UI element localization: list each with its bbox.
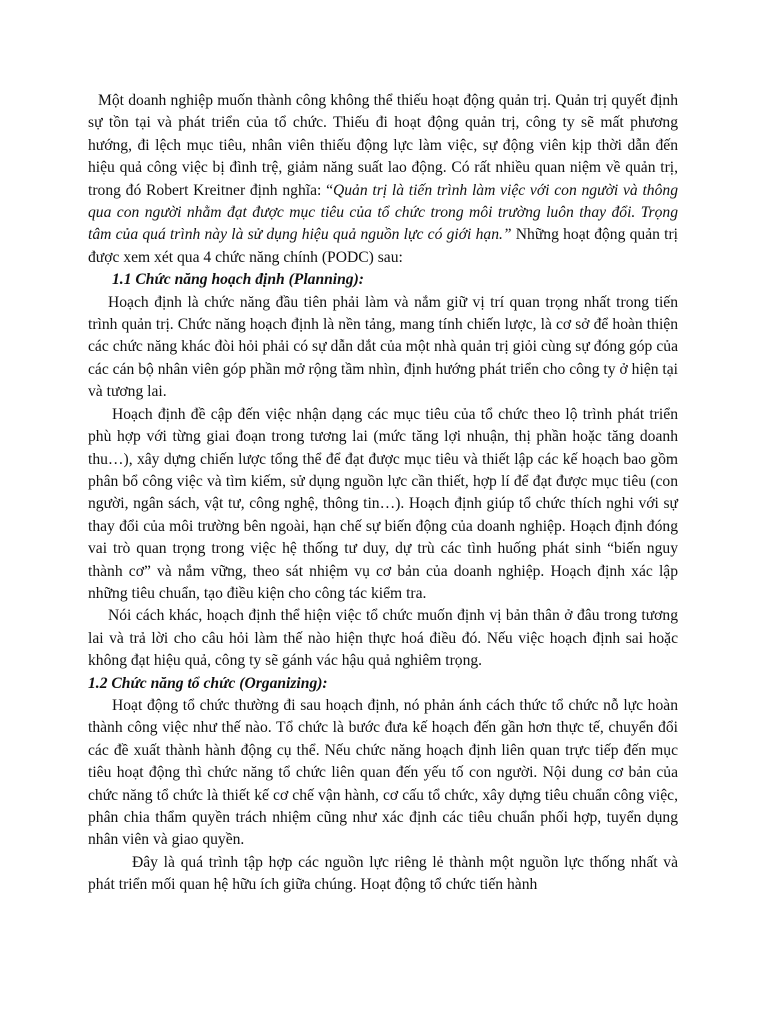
intro-text-end: Những hoạt động quản trị được xem xét qua 4 chức năng chính (PODC) sau: xyxy=(88,226,678,266)
section-heading-organizing: 1.2 Chức năng tổ chức (Organizing): xyxy=(88,674,328,692)
planning-paragraph-1: Hoạch định là chức năng đầu tiên phải làm và nắm giữ vị trí quan trọng nhất trong tiến trình quản trị. Chức năng hoạch định là nền tảng, mang tính chiến lược, là cơ sở để hoàn thiện các chức năng khác đòi hỏi phải có sự dẫn dắt của một nhà quản trị giỏi cùng sự đóng góp của các cán bộ nhân viên góp phần mở rộng tầm nhìn, định hướng phát triển cho công ty ở hiện tại và tương lai. xyxy=(88,293,678,401)
document-page xyxy=(88,90,678,897)
planning-paragraph-2: Hoạch định đề cập đến việc nhận dạng các mục tiêu của tổ chức theo lộ trình phát triển phù hợp với từng giai đoạn trong tương lai (mức tăng lợi nhuận, thị phần hoặc tăng doanh thu…), xây dựng chiến lược tổng thể để đạt được mục tiêu và thiết lập các kế hoạch bao gồm phân bổ công việc và tìm kiếm, sử dụng nguồn lực cần thiết, hợp lí để đạt được mục tiêu (con người, ngân sách, vật tư, công nghệ, thông tin…). Hoạch định giúp tổ chức thích nghi với sự thay đổi của môi trường bên ngoài, hạn chế sự biến động của doanh nghiệp. Hoạch định đóng vai trò quan trọng trong việc hệ thống tư duy, dự trù các tình huống phát sinh “biến nguy thành cơ” và nắm vững, theo sát nhiệm vụ cơ bản của doanh nghiệp. Hoạch định xác lập những tiêu chuẩn, tạo điều kiện cho công tác kiểm tra. xyxy=(88,405,678,602)
organizing-paragraph-1: Hoạt động tổ chức thường đi sau hoạch định, nó phản ánh cách thức tổ chức nỗ lực hoàn thành công việc như thế nào. Tổ chức là bước đưa kế hoạch đến gần hơn thực tế, chuyển đổi các đề xuất thành hành động cụ thể. Nếu chức năng hoạch định liên quan trực tiếp đến mục tiêu hoạt động thì chức năng tổ chức liên quan đến yếu tố con người. Nội dung cơ bản của chức năng tổ chức là thiết kế cơ chế vận hành, cơ cấu tổ chức, xây dựng tiêu chuẩn công việc, phân chia thẩm quyền trách nhiệm cũng như xác định các tiêu chuẩn phối hợp, tuyển dụng nhân viên và giao quyền. xyxy=(88,696,678,849)
intro-text: Một doanh nghiệp muốn thành công không thể thiếu hoạt động quản trị. Quản trị quyết định sự tồn tại và phát triển của tổ chức. Thiếu đi hoạt động quản trị, công ty sẽ mất phương hướng, đi lệch mục tiêu, nhân viên thiếu động lực làm việc, sự động viên kịp thời dẫn đến hiệu quả công việc bị đình trệ, giảm năng suất lao động. Có rất nhiều quan niệm về quản trị, trong đó Robert Kreitner định nghĩa: “ xyxy=(88,92,678,199)
organizing-paragraph-2: Đây là quá trình tập hợp các nguồn lực riêng lẻ thành một nguồn lực thống nhất và phát triển mối quan hệ hữu ích giữa chúng. Hoạt động tổ chức tiến hành xyxy=(88,853,678,894)
kreitner-quote: Quản trị là tiến trình làm việc với con người và thông qua con người nhằm đạt được mục tiêu của tổ chức trong môi trường luôn thay đổi. Trọng tâm của quá trình này là sử dụng hiệu quả nguồn lực có giới hạn.” xyxy=(88,181,678,244)
section-heading-planning: 1.1 Chức năng hoạch định (Planning): xyxy=(112,271,364,289)
intro-paragraph xyxy=(88,90,678,269)
planning-paragraph-3: Nói cách khác, hoạch định thể hiện việc tổ chức muốn định vị bản thân ở đâu trong tương lai và trả lời cho câu hỏi làm thế nào hiện thực hoá điều đó. Nếu việc hoạch định sai hoặc không đạt hiệu quả, công ty sẽ gánh vác hậu quả nghiêm trọng. xyxy=(88,607,678,670)
